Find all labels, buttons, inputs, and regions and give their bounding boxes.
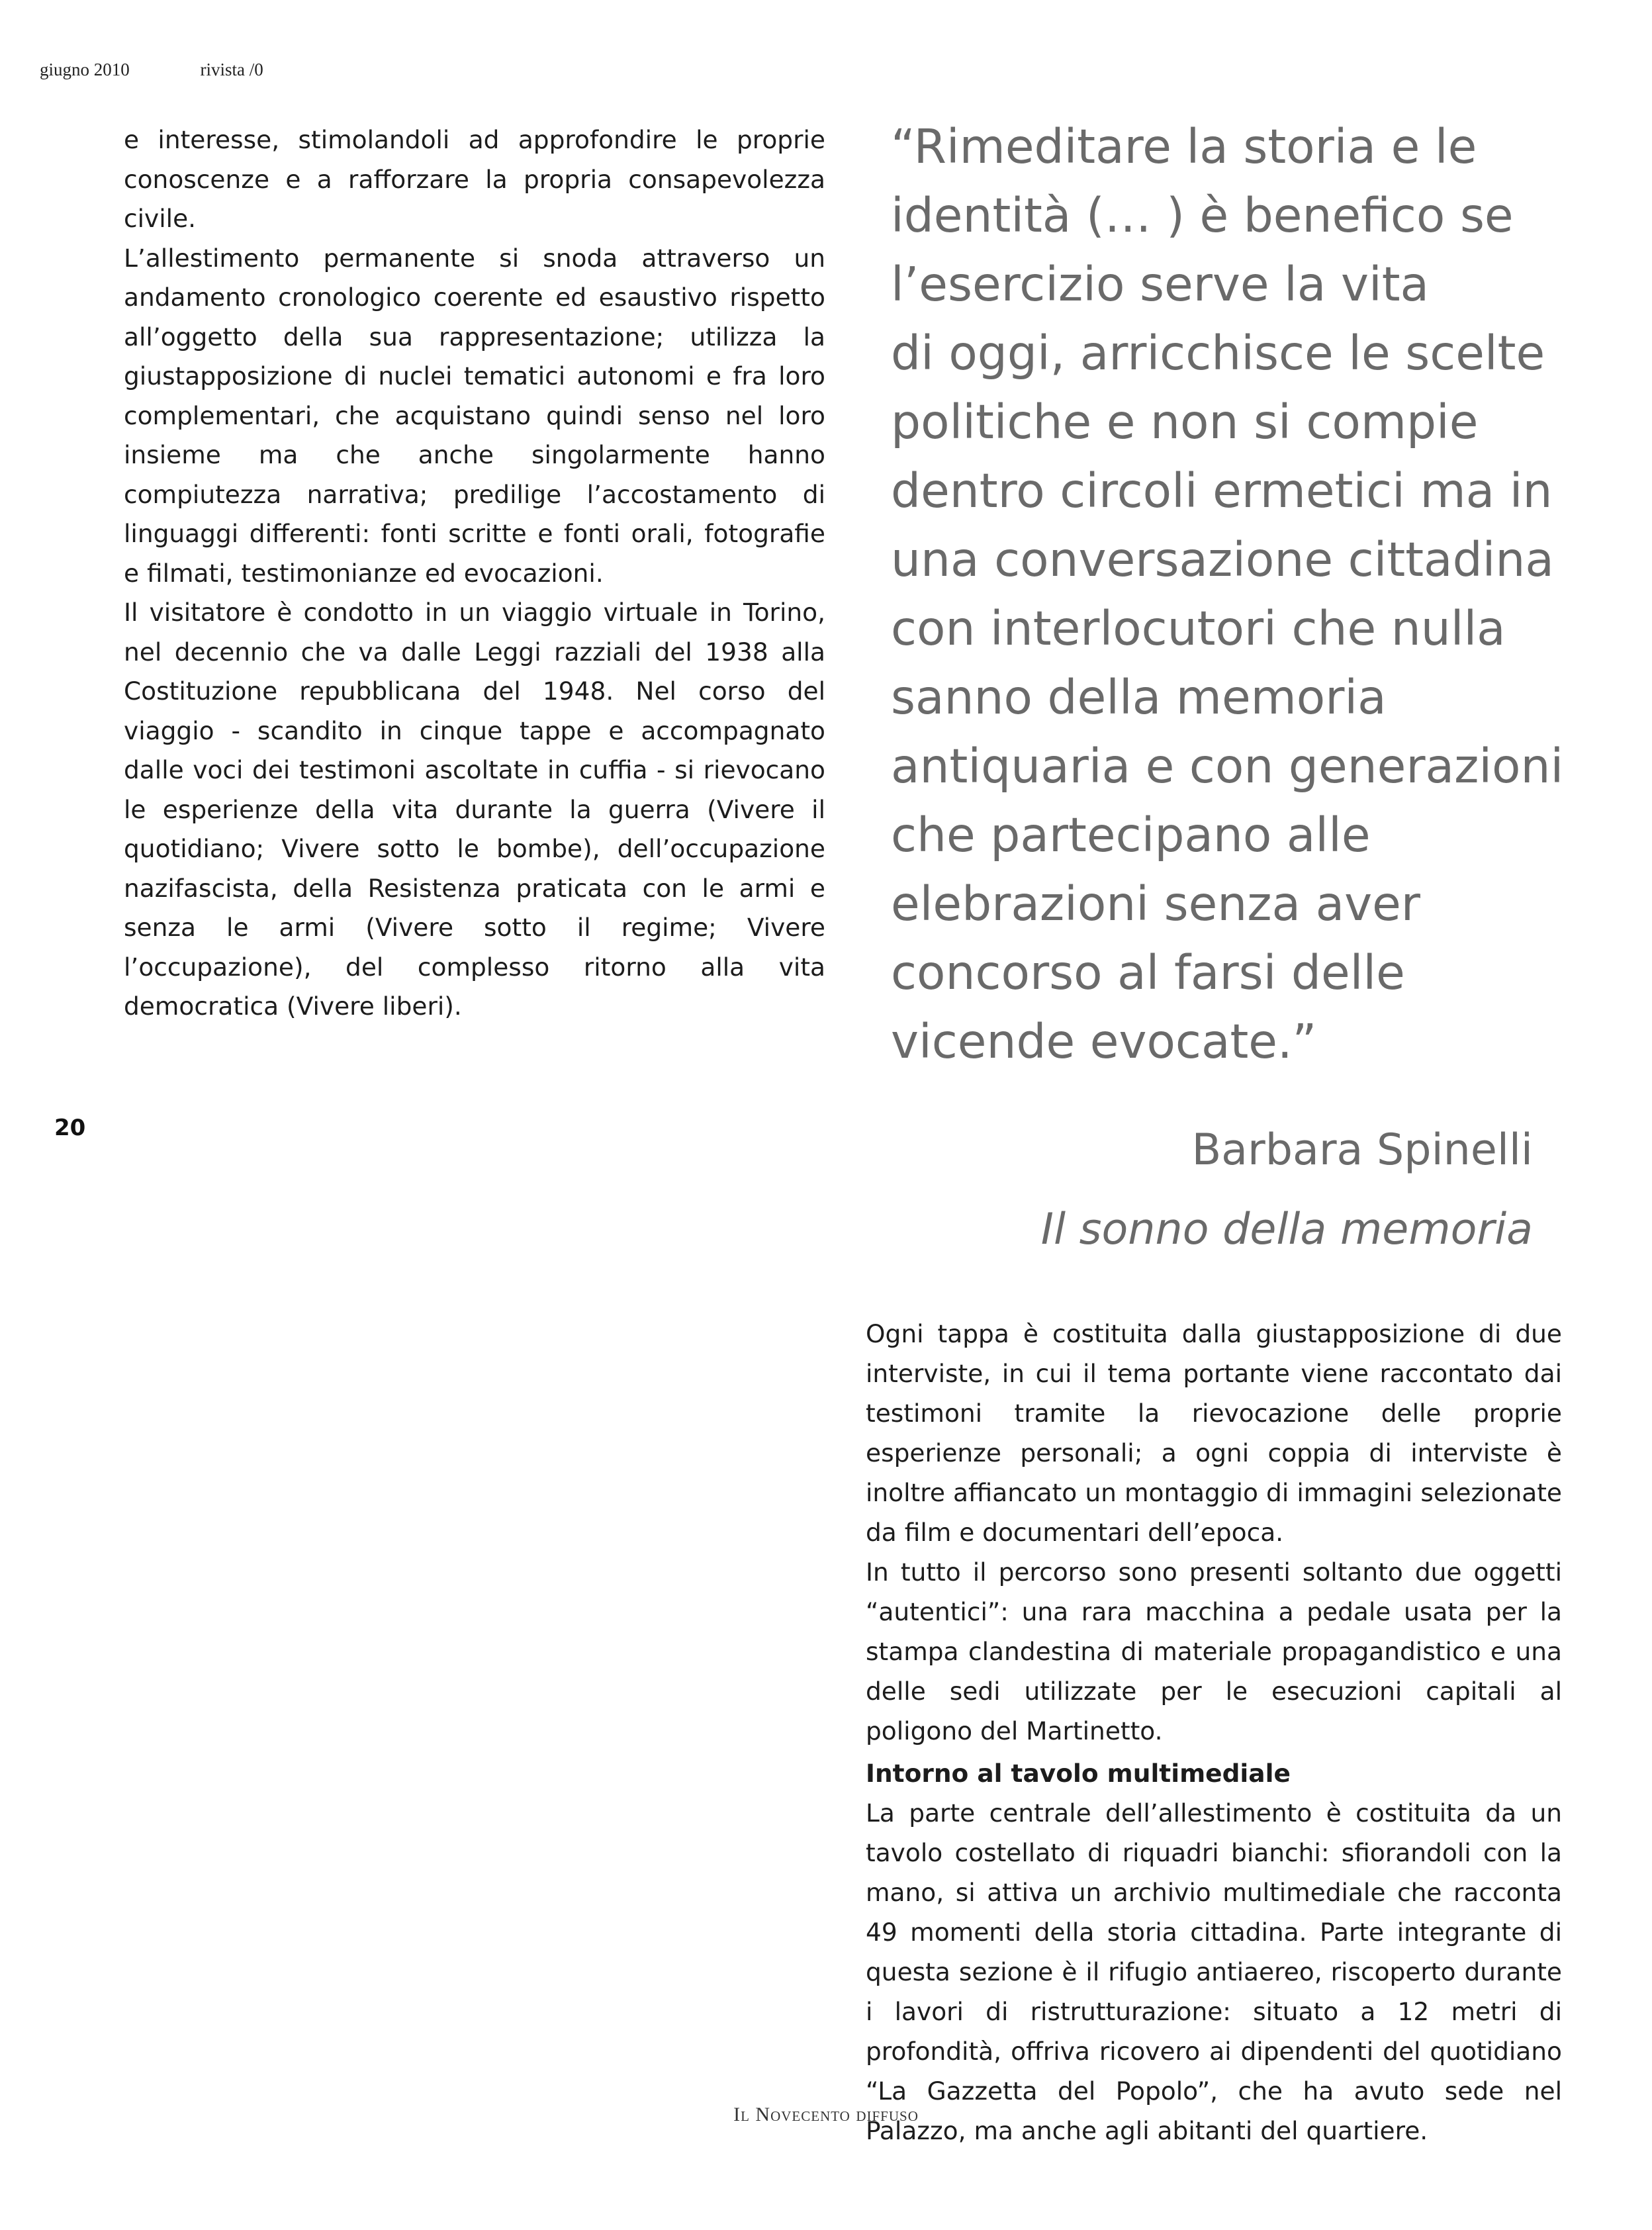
quote-line: l’esercizio serve la vita	[891, 257, 1430, 312]
issue-number: rivista /0	[200, 60, 263, 79]
running-footer: Il Novecento diffuso	[733, 2104, 919, 2125]
quote-line: antiquaria e con generazioni	[891, 739, 1564, 794]
quote-line: vicende evocate.”	[891, 1014, 1317, 1069]
right-paragraph: Ogni tappa è costituita dalla giustapposizione di due interviste, in cui il tema portante viene raccontato dai testimoni tramite la rievocazione delle proprie esperienze personali; a ogni coppia di interviste è inoltre affiancato un montaggio di immagini selezionate da film e documentari dell’epoca.	[866, 1319, 1562, 1547]
quote-line: una conversazione cittadina	[891, 532, 1554, 587]
quote-line: identità (… ) è benefico se	[891, 188, 1514, 243]
page-number: 20	[54, 1115, 86, 1141]
pull-quote	[891, 113, 1564, 1076]
quote-line: concorso al farsi delle	[891, 945, 1405, 1000]
section-paragraph: La parte centrale dell’allestimento è costituita da un tavolo costellato di riquadri bianchi: sfiorandoli con la mano, si attiva un archivio multimediale che racconta 49 momenti della storia cittadina. Parte integrante di questa sezione è il rifugio antiaereo, riscoperto durante i lavori di ristrutturazione: situato a 12 metri di profondità, offriva ricovero ai dipendenti del quotidiano “La Gazzetta del Popolo”, che ha avuto sede nel Palazzo, ma anche agli abitanti del quartiere.	[866, 1798, 1562, 2145]
quote-line: con interlocutori che nulla	[891, 601, 1506, 656]
quote-line: elebrazioni senza aver	[891, 876, 1420, 931]
section-heading: Intorno al tavolo multimediale	[866, 1759, 1291, 1788]
quote-line: di oggi, arricchisce le scelte	[891, 326, 1545, 381]
issue-date: giugno 2010	[40, 60, 130, 79]
quote-line: “Rimeditare la storia e le	[891, 119, 1477, 174]
quote-line: politiche e non si compie	[891, 395, 1479, 449]
left-paragraph: e interesse, stimolandoli ad approfondire le proprie conoscenze e a rafforzare la propria consapevolezza civile.	[124, 125, 825, 233]
quote-line: sanno della memoria	[891, 670, 1387, 725]
quote-author: Barbara Spinelli	[1191, 1125, 1533, 1175]
left-paragraph: L’allestimento permanente si snoda attraverso un andamento cronologico coerente ed esaustivo rispetto all’oggetto della sua rappresentazione; utilizza la giustapposizione di nuclei tematici autonomi e fra loro complementari, che acquistano quindi senso nel loro insieme ma che anche singolarmente hanno compiutezza narrativa; predilige l’accostamento di linguaggi differenti: fonti scritte e fonti orali, fotografie e filmati, testimonianze ed evocazioni.	[124, 243, 825, 588]
right-column	[866, 1314, 1562, 2151]
left-paragraph: Il visitatore è condotto in un viaggio virtuale in Torino, nel decennio che va dalle Leggi razziali del 1938 alla Costituzione repubblicana del 1948. Nel corso del viaggio - scandito in cinque tappe e accompagnato dalle voci dei testimoni ascoltate in cuffia - si rievocano le esperienze della vita durante la guerra (Vivere il quotidiano; Vivere sotto le bombe), dell’occupazione nazifascista, della Resistenza praticata con le armi e senza le armi (Vivere sotto il regime; Vivere l’occupazione), del complesso ritorno alla vita democratica (Vivere liberi).	[124, 598, 825, 1021]
quote-line: dentro circoli ermetici ma in	[891, 463, 1553, 518]
right-paragraph: In tutto il percorso sono presenti soltanto due oggetti “autentici”: una rara macchina a pedale usata per la stampa clandestina di materiale propagandistico e una delle sedi utilizzate per le esecuzioni capitali al poligono del Martinetto.	[866, 1557, 1562, 1745]
left-column	[124, 120, 825, 1027]
quote-line: che partecipano alle	[891, 808, 1371, 862]
quote-source-title: Il sonno della memoria	[1040, 1205, 1533, 1254]
running-header	[40, 60, 330, 80]
